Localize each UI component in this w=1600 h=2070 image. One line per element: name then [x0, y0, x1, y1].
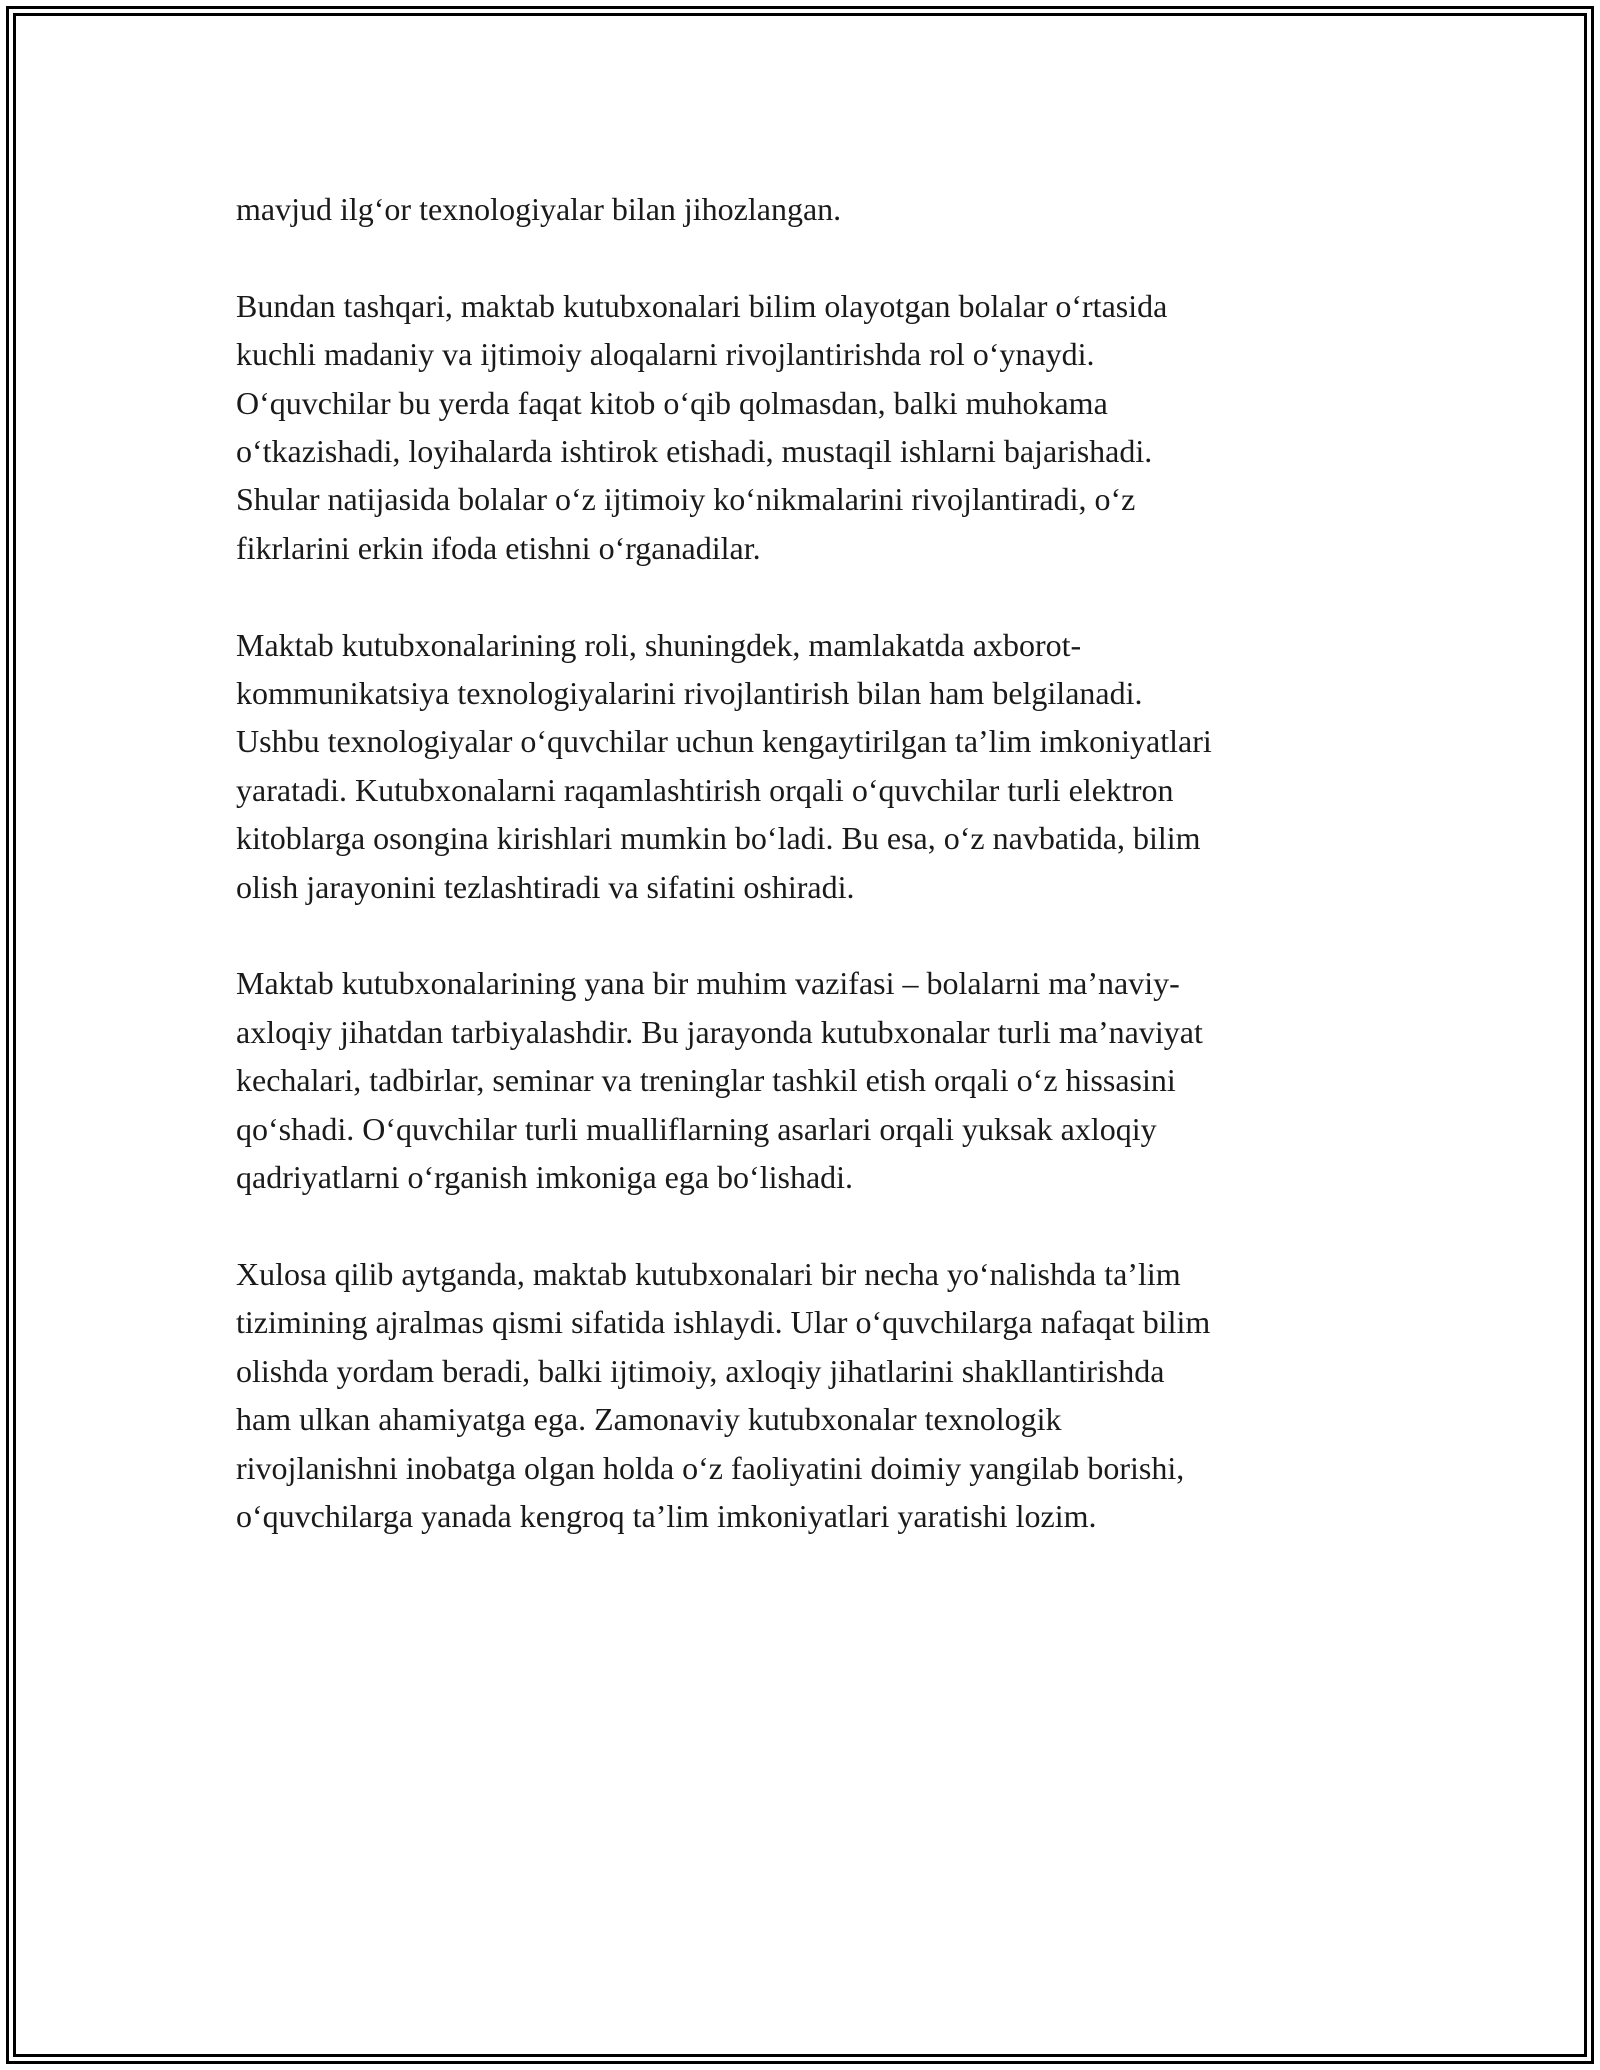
- text-line: axloqiy jihatdan tarbiyalashdir. Bu jarayonda kutubxonalar turli ma’naviyat: [236, 1013, 1203, 1050]
- text-line: kechalari, tadbirlar, seminar va treninglar tashkil etish orqali o‘z hissasini: [236, 1062, 1176, 1099]
- text-line: Ushbu texnologiyalar o‘quvchilar uchun kengaytirilgan ta’lim imkoniyatlari: [236, 723, 1212, 760]
- text-line: qadriyatlarni o‘rganish imkoniga ega bo‘lishadi.: [236, 1159, 854, 1196]
- paragraph-3: [236, 621, 1366, 911]
- paragraph-2: [236, 282, 1366, 572]
- paragraph-1: [236, 185, 1366, 233]
- text-line: o‘tkazishadi, loyihalarda ishtirok etishadi, mustaqil ishlarni bajarishadi.: [236, 433, 1153, 470]
- text-line: Xulosa qilib aytganda, maktab kutubxonalari bir necha yo‘nalishda ta’lim: [236, 1255, 1181, 1292]
- text-line: kitoblarga osongina kirishlari mumkin bo‘ladi. Bu esa, o‘z navbatida, bilim: [236, 820, 1201, 857]
- text-line: Bundan tashqari, maktab kutubxonalari bilim olayotgan bolalar o‘rtasida: [236, 287, 1168, 324]
- text-line: ham ulkan ahamiyatga ega. Zamonaviy kutubxonalar texnologik: [236, 1401, 1062, 1438]
- text-line: fikrlarini erkin ifoda etishni o‘rganadilar.: [236, 529, 761, 566]
- text-line: qo‘shadi. O‘quvchilar turli mualliflarning asarlari orqali yuksak axloqiy: [236, 1110, 1157, 1147]
- text-line: rivojlanishni inobatga olgan holda o‘z faoliyatini doimiy yangilab borishi,: [236, 1449, 1185, 1486]
- text-line: yaratadi. Kutubxonalarni raqamlashtirish orqali o‘quvchilar turli elektron: [236, 771, 1174, 808]
- text-line: Maktab kutubxonalarining yana bir muhim vazifasi – bolalarni ma’naviy-: [236, 965, 1180, 1002]
- text-line: tizimining ajralmas qismi sifatida ishlaydi. Ular o‘quvchilarga nafaqat bilim: [236, 1304, 1211, 1341]
- paragraph-4: [236, 959, 1366, 1201]
- text-line: kommunikatsiya texnologiyalarini rivojlantirish bilan ham belgilanadi.: [236, 675, 1143, 712]
- text-line: o‘quvchilarga yanada kengroq ta’lim imkoniyatlari yaratishi lozim.: [236, 1497, 1097, 1534]
- text-line: Shular natijasida bolalar o‘z ijtimoiy ko‘nikmalarini rivojlantiradi, o‘z: [236, 481, 1136, 518]
- paragraph-5: [236, 1250, 1366, 1540]
- text-line: Maktab kutubxonalarining roli, shuningdek, mamlakatda axborot-: [236, 626, 1082, 663]
- text-line: olish jarayonini tezlashtiradi va sifatini oshiradi.: [236, 868, 855, 905]
- text-line: olishda yordam beradi, balki ijtimoiy, axloqiy jihatlarini shakllantirishda: [236, 1352, 1165, 1389]
- text-line: O‘quvchilar bu yerda faqat kitob o‘qib qolmasdan, balki muhokama: [236, 384, 1108, 421]
- text-line: mavjud ilg‘or texnologiyalar bilan jihozlangan.: [236, 191, 842, 227]
- text-line: kuchli madaniy va ijtimoiy aloqalarni rivojlantirishda rol o‘ynaydi.: [236, 336, 1095, 373]
- document-body: [236, 185, 1366, 1589]
